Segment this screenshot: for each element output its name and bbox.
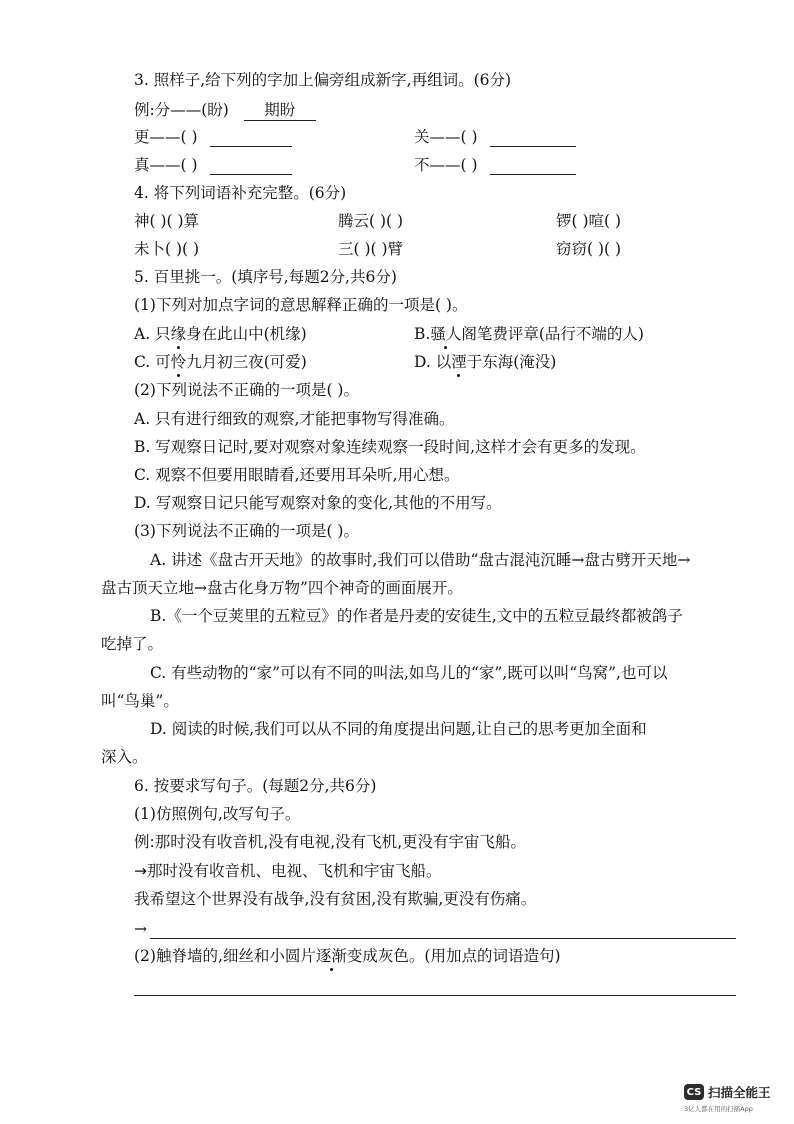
- q3-item-2: [414, 127, 576, 147]
- q4-idiom-2[interactable]: 腾云( )( ): [338, 212, 404, 230]
- q6-answer-line-2[interactable]: [134, 995, 736, 996]
- dotted-char: 缘: [170, 325, 187, 343]
- q6-answer-arrow: →: [134, 920, 147, 938]
- q3-item-2-label: 关——( ): [414, 128, 478, 146]
- camscanner-logo-icon: CS: [684, 1084, 704, 1100]
- q3-item-1-label: 更——( ): [134, 128, 198, 146]
- q4-idiom-5[interactable]: 三( )( )臂: [338, 240, 404, 258]
- q5-sub2-option-a[interactable]: A. 只有进行细致的观察,才能把事物写得准确。: [134, 410, 455, 428]
- scanner-tagline: 3亿人都在用的扫描App: [684, 1105, 753, 1113]
- q5-sub1-stem: (1)下列对加点字词的意思解释正确的一项是( )。: [134, 296, 468, 314]
- q3-item-4-label: 不——( ): [414, 156, 478, 174]
- scanner-app-name: 扫描全能王: [708, 1085, 771, 1100]
- q3-example-prefix: 例:分——(盼): [134, 101, 229, 119]
- q5-sub2-option-d[interactable]: D. 写观察日记只能写观察对象的变化,其他的不用写。: [134, 494, 502, 512]
- dotted-word: 逐渐: [315, 947, 347, 965]
- q6-sub1-stem: (1)仿照例句,改写句子。: [134, 805, 301, 823]
- q6-sentence: 我希望这个世界没有战争,没有贫困,没有欺骗,更没有伤痛。: [134, 890, 537, 908]
- dotted-char: 怜: [170, 353, 187, 371]
- q3-item-1: [134, 127, 292, 147]
- q5-sub3-option-c-line1[interactable]: C. 有些动物的“家”可以有不同的叫法,如鸟儿的“家”,既可以叫“鸟窝”,也可以: [150, 664, 668, 682]
- scanner-brand: [684, 1083, 771, 1101]
- q4-idiom-6[interactable]: 窃窃( )( ): [556, 240, 622, 258]
- q6-example-rewrite: →那时没有收音机、电视、飞机和宇宙飞船。: [134, 862, 442, 880]
- q3-example: [134, 100, 316, 121]
- q6-sub2-stem: (2)触脊墙的,细丝和小圆片逐渐变成灰色。(用加点的词语造句): [134, 947, 561, 965]
- q5-sub1-option-a[interactable]: A. 只缘身在此山中(机缘): [134, 325, 307, 343]
- q5-sub1-option-d[interactable]: D. 以湮于东海(淹没): [414, 353, 557, 371]
- q4-title: 4. 将下列词语补充完整。(6分): [134, 184, 347, 202]
- q6-example: 例:那时没有收音机,没有电视,没有飞机,更没有宇宙飞船。: [134, 833, 527, 851]
- q5-sub3-option-c-line2[interactable]: 叫“鸟巢”。: [101, 692, 179, 710]
- q4-idiom-3[interactable]: 锣( )喧( ): [556, 212, 622, 230]
- q6-answer-line-1[interactable]: [150, 938, 736, 939]
- q3-item-4: [414, 155, 576, 175]
- q5-sub1-option-c[interactable]: C. 可怜九月初三夜(可爱): [134, 353, 307, 371]
- q5-sub1-option-b[interactable]: B.骚人阁笔费评章(品行不端的人): [414, 325, 644, 343]
- q3-item-3-label: 真——( ): [134, 156, 198, 174]
- q6-title: 6. 按要求写句子。(每题2分,共6分): [134, 777, 377, 795]
- q5-title: 5. 百里挑一。(填序号,每题2分,共6分): [134, 268, 397, 286]
- q5-sub3-option-b-line2[interactable]: 吃掉了。: [101, 635, 164, 653]
- q5-sub3-option-a-line1[interactable]: A. 讲述《盘古开天地》的故事时,我们可以借助“盘古混沌沉睡→盘古劈开天地→: [150, 551, 691, 569]
- q5-sub2-stem: (2)下列说法不正确的一项是( )。: [134, 381, 359, 399]
- q3-title: 3. 照样子,给下列的字加上偏旁组成新字,再组词。(6分): [134, 71, 512, 89]
- q5-sub3-stem: (3)下列说法不正确的一项是( )。: [134, 522, 359, 540]
- dotted-word: 骚人: [430, 325, 462, 343]
- q5-sub3-option-d-line1[interactable]: D. 阅读的时候,我们可以从不同的角度提出问题,让自己的思考更加全面和: [150, 720, 647, 738]
- dotted-char: 湮: [451, 353, 467, 371]
- q4-idiom-1[interactable]: 神( )( )算: [134, 212, 200, 230]
- q4-idiom-4[interactable]: 未卜( )( ): [134, 240, 200, 258]
- q5-sub3-option-a-line2[interactable]: 盘古顶天立地→盘古化身万物”四个神奇的画面展开。: [101, 579, 463, 597]
- q3-example-answer: 期盼: [244, 100, 316, 121]
- q3-item-1-blank[interactable]: [210, 130, 292, 147]
- q3-item-3-blank[interactable]: [210, 158, 292, 175]
- q3-item-2-blank[interactable]: [490, 130, 576, 147]
- q3-item-4-blank[interactable]: [490, 158, 576, 175]
- q3-item-3: [134, 155, 292, 175]
- q5-sub3-option-b-line1[interactable]: B.《一个豆荚里的五粒豆》的作者是丹麦的安徒生,文中的五粒豆最终都被鸽子: [150, 607, 683, 625]
- q5-sub3-option-d-line2[interactable]: 深入。: [101, 748, 148, 766]
- q5-sub2-option-c[interactable]: C. 观察不但要用眼睛看,还要用耳朵听,用心想。: [134, 466, 460, 484]
- q5-sub2-option-b[interactable]: B. 写观察日记时,要对观察对象连续观察一段时间,这样才会有更多的发现。: [134, 438, 646, 456]
